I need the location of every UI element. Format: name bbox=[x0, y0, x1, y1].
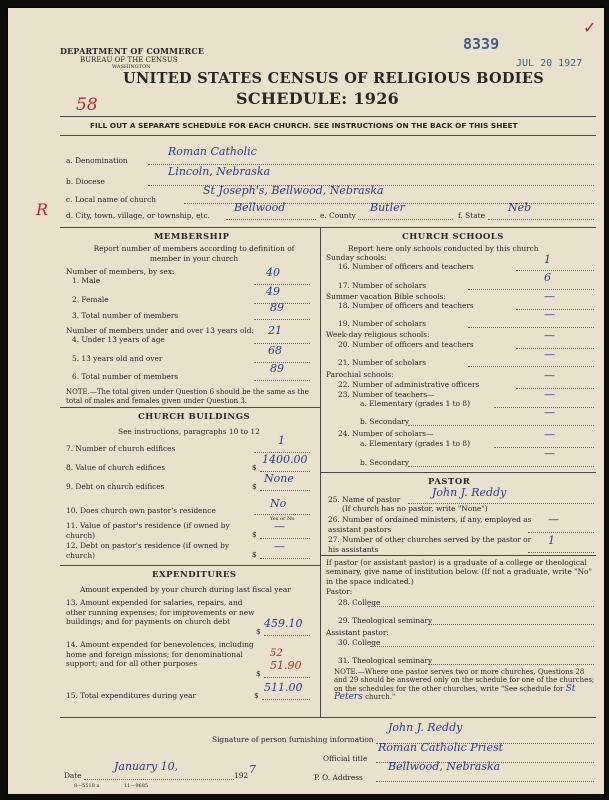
q7-label: 7. Number of church edifices bbox=[66, 444, 176, 453]
q7-value: 1 bbox=[278, 434, 285, 447]
schools-intro: Report here only schools conducted by this church bbox=[348, 244, 539, 253]
official-title-value: Roman Catholic Priest bbox=[378, 741, 504, 754]
state-value: Neb bbox=[508, 201, 532, 214]
q14-value: 51.90 bbox=[270, 659, 302, 672]
q27-label: 27. Number of other churches served by the pastor or his assistants bbox=[328, 535, 532, 554]
q12-value: — bbox=[274, 540, 285, 553]
q17-value: 6 bbox=[544, 271, 551, 284]
membership-heading: MEMBERSHIP bbox=[154, 232, 230, 242]
denomination-value: Roman Catholic bbox=[168, 145, 257, 158]
weekday-label: Week-day religious schools: bbox=[326, 330, 430, 339]
schools-heading: CHURCH SCHOOLS bbox=[402, 232, 504, 242]
q24b-value: — bbox=[544, 447, 555, 460]
q26-label: 26. Number of ordained ministers, if any, employed as assistant pastors bbox=[328, 515, 532, 534]
q1-value: 40 bbox=[266, 266, 280, 279]
q9-label: 9. Debt on church edifices bbox=[66, 482, 165, 491]
q25-sub: (If church has no pastor, write "None") bbox=[342, 504, 488, 513]
date-label: Date bbox=[64, 771, 82, 780]
city-value: Bellwood bbox=[234, 201, 286, 214]
q12-label: 12. Debt on pastor's residence (if owned by church) bbox=[66, 541, 230, 560]
parochial-label: Parochial schools: bbox=[326, 370, 394, 379]
county-label: e. County bbox=[320, 211, 356, 220]
q14-red-correction: 52 bbox=[270, 648, 283, 659]
year-prefix: 192 bbox=[234, 771, 249, 780]
yes-no-hint: Yes or No bbox=[270, 516, 295, 522]
diocese-label: b. Diocese bbox=[66, 177, 105, 186]
q9-value: None bbox=[264, 472, 294, 485]
sunday-label: Sunday schools: bbox=[326, 253, 387, 262]
q16-label: 16. Number of officers and teachers bbox=[338, 262, 474, 271]
q22-value: — bbox=[544, 369, 555, 382]
bureau-label: BUREAU OF THE CENSUS bbox=[80, 56, 178, 64]
stamp-date: JUL 20 1927 bbox=[516, 58, 583, 69]
q24-label: 24. Number of scholars— bbox=[338, 429, 434, 438]
pastor-note: NOTE.—Where one pastor serves two or more churches, Questions 28 and 29 should be answered only on the schedule for one of the churches; on the schedules for the other churches, write "See schedule for St Peters church." bbox=[334, 668, 595, 703]
q23-label: 23. Number of teachers— bbox=[338, 390, 435, 399]
q24b-label: b. Secondary bbox=[360, 458, 410, 467]
year-value: 7 bbox=[249, 763, 256, 776]
q11-label: 11. Value of pastor's residence (if owned by church) bbox=[66, 521, 230, 540]
q24a-label: a. Elementary (grades 1 to 8) bbox=[360, 439, 471, 448]
q6-value: 89 bbox=[270, 362, 284, 375]
q31-label: 31. Theological seminary bbox=[338, 656, 433, 665]
q29-label: 29. Theological seminary bbox=[338, 616, 433, 625]
denomination-label: a. Denomination bbox=[66, 156, 128, 165]
official-title-label: Official title bbox=[323, 754, 368, 763]
q10-value: No bbox=[270, 497, 287, 510]
buildings-sub: See instructions, paragraphs 10 to 12 bbox=[118, 427, 260, 436]
assistant-label: Assistant pastor: bbox=[326, 628, 389, 637]
q5-value: 68 bbox=[268, 344, 282, 357]
state-label: f. State bbox=[458, 211, 485, 220]
q26-value: — bbox=[548, 513, 559, 526]
pastor-heading: PASTOR bbox=[428, 477, 471, 487]
local-name-label: c. Local name of church bbox=[66, 195, 156, 204]
q17-label: 17. Number of scholars bbox=[338, 281, 427, 290]
q3-value: 89 bbox=[270, 301, 284, 314]
q10-label: 10. Does church own pastor's residence bbox=[66, 506, 216, 515]
address-value: Bellwood, Nebraska bbox=[388, 760, 501, 773]
q8-label: 8. Value of church edifices bbox=[66, 463, 165, 472]
q23b-value: — bbox=[544, 406, 555, 419]
q3-label: 3. Total number of members bbox=[72, 311, 179, 320]
q23b-label: b. Secondary bbox=[360, 417, 410, 426]
q8-value: 1400.00 bbox=[262, 453, 308, 466]
red-mark-r: R bbox=[36, 200, 49, 219]
q21-label: 21. Number of scholars bbox=[338, 358, 427, 367]
date-value: January 10, bbox=[114, 760, 179, 773]
stamp-number: 8339 bbox=[463, 35, 500, 53]
q1-label: 1. Male bbox=[72, 276, 101, 285]
q30-label: 30. College bbox=[338, 638, 381, 647]
membership-note: NOTE.—The total given under Question 6 should be the same as the total of males and females given under Question 3. bbox=[66, 388, 309, 405]
q13-label: 13. Amount expended for salaries, repairs, and other running expenses; for improvements or new buildings; and for payments on church debt bbox=[66, 598, 255, 627]
signature-value: John J. Reddy bbox=[388, 721, 463, 734]
pastor-sub-label: Pastor: bbox=[326, 587, 353, 596]
expenditures-heading: EXPENDITURES bbox=[152, 570, 237, 580]
q23a-label: a. Elementary (grades 1 to 8) bbox=[360, 399, 471, 408]
q4-label: 4. Under 13 years of age bbox=[72, 335, 165, 344]
q15-value: 511.00 bbox=[264, 681, 303, 694]
check-mark-icon: ✓ bbox=[583, 18, 597, 37]
form-title: UNITED STATES CENSUS OF RELIGIOUS BODIES bbox=[123, 70, 544, 87]
form-code-2: 11—9685 bbox=[124, 783, 149, 789]
q18-value: — bbox=[544, 290, 555, 303]
q24a-value: — bbox=[544, 428, 555, 441]
q22-label: 22. Number of administrative officers bbox=[338, 380, 480, 389]
by-sex-label: Number of members, by sex: bbox=[66, 267, 175, 276]
q25-label: 25. Name of pastor bbox=[328, 495, 401, 504]
note-value: St Peters bbox=[334, 683, 576, 703]
q11-value: — bbox=[274, 520, 285, 533]
city-label: WASHINGTON bbox=[112, 64, 151, 70]
q25-value: John J. Reddy bbox=[432, 486, 507, 499]
census-schedule-page: DEPARTMENT OF COMMERCE BUREAU OF THE CENSUS WASHINGTON 8339 JUL 20 1927 ✓ UNITED STATES CENSUS OF RELIGIOUS BODIES SCHEDULE: 1926 58 FILL OUT A SEPARATE SCHEDULE FOR EACH CHURCH. SEE INSTRUCTIONS ON THE BACK OF THIS SHEET a. Denomination Roman Catholic b. Diocese Lincoln, Nebraska c. Local name of church St Joseph's, Bellwood, Nebraska R d. City, town, village, or township, etc. Bellwood e. County Butler f. State Neb MEMBERSHIP Report number of members according to definition of member in your church Number of members, by sex: 1. Male 40 2. Female 49 3. Total number of members 89 Number of members under and over 13 years old: 4. Under 13 years of age 21 5. 13 years old and over 68 6. Total number of members 89 NOTE.—The total given under Question 6 should be the same as the total of males and females given under Question 3. CHURCH BUILDINGS See instructions, paragraphs 10 to 12 7. Number of church edifices 1 8. Value of church edifices $ 1400.00 9. Debt on church edifices $ None 10. Does church own pastor's residence No Yes or No 11. Value of pastor's residence (if owned by church) $ — 12. Debt on pastor's residence (if owned by church) $ — EXPENDITURES Amount expended by your church during last fiscal year 13. Amount expended for salaries, repairs, and other running expenses; for improvements or new buildings; and for payments on church debt $ 459.10 14. Amount expended for benevolences, including home and foreign missions; for denominational support; and for all other purposes 52 $ 51.90 15. Total expenditures during year $ 511.00 CHURCH SCHOOLS Report here only schools conducted by this church Sunday schools: 16. Number of officers and teachers 1 17. Number of scholars 6 Summer vacation Bible schools: 18. Number of officers and teachers — 19. Number of scholars — Week-day religious schools: 20. Number of officers and teachers — 21. Number of scholars — Parochial schools: 22. Number of administrative officers — 23. Number of teachers— a. Elementary (grades 1 to 8) — b. Secondary — 24. Number of scholars— a. Elementary (grades 1 to 8) — b. Secondary — PASTOR 25. Name of pastor John J. Reddy (If church has no pastor, write "None") 26. Number of ordained ministers, if any, employed as assistant pastors — 27. Number of other churches served by the pastor or his assistants 1 If pastor (or assistant pastor) is a graduate of a college or theological seminary, give name of institution below. (If not a graduate, write "No" in the space indicated.) Pastor: 28. College 29. Theological seminary Assistant pastor: 30. College 31. Theological seminary NOTE.—Where one pastor serves two or more churches, Questions 28 and 29 should be answered only on the schedule for one of the churches; on the schedules for the other churches, write "See schedule for St Peters church." Signature of person furnishing information John J. Reddy Official title Roman Catholic Priest Date January 10, 192 7 P. O. Address Bellwood, Nebraska 8—5518 a 11—9685 bbox=[8, 8, 604, 794]
county-value: Butler bbox=[370, 201, 405, 214]
q5-label: 5. 13 years old and over bbox=[72, 354, 163, 363]
q23a-value: — bbox=[544, 388, 555, 401]
q2-value: 49 bbox=[266, 285, 280, 298]
q4-value: 21 bbox=[268, 324, 282, 337]
q27-value: 1 bbox=[548, 534, 555, 547]
department-label: DEPARTMENT OF COMMERCE bbox=[60, 46, 205, 56]
q20-value: — bbox=[544, 329, 555, 342]
buildings-heading: CHURCH BUILDINGS bbox=[138, 412, 251, 422]
q19-value: — bbox=[544, 308, 555, 321]
q28-label: 28. College bbox=[338, 598, 381, 607]
q20-label: 20. Number of officers and teachers bbox=[338, 340, 474, 349]
by-age-label: Number of members under and over 13 years old: bbox=[66, 326, 254, 335]
q14-label: 14. Amount expended for benevolences, including home and foreign missions; for denominational support; and for all other purposes bbox=[66, 640, 254, 669]
q2-label: 2. Female bbox=[72, 295, 109, 304]
address-label: P. O. Address bbox=[314, 773, 363, 782]
q19-label: 19. Number of scholars bbox=[338, 319, 427, 328]
q15-label: 15. Total expenditures during year bbox=[66, 691, 196, 700]
q18-label: 18. Number of officers and teachers bbox=[338, 301, 474, 310]
q21-value: — bbox=[544, 348, 555, 361]
form-code: 8—5518 a bbox=[74, 783, 100, 789]
schedule-title: SCHEDULE: 1926 bbox=[236, 89, 400, 108]
signature-label: Signature of person furnishing information bbox=[212, 735, 374, 744]
local-name-value: St Joseph's, Bellwood, Nebraska bbox=[203, 184, 384, 197]
membership-intro: Report number of members according to definition of member in your church bbox=[93, 244, 295, 263]
expenditures-sub: Amount expended by your church during last fiscal year bbox=[80, 585, 291, 594]
red-number: 58 bbox=[76, 95, 98, 115]
summer-label: Summer vacation Bible schools: bbox=[326, 292, 446, 301]
graduate-note: If pastor (or assistant pastor) is a graduate of a college or theological seminary, give name of institution below. (If not a graduate, write "No" in the space indicated.) bbox=[326, 558, 592, 586]
instruction-line: FILL OUT A SEPARATE SCHEDULE FOR EACH CHURCH. SEE INSTRUCTIONS ON THE BACK OF THIS SHEET bbox=[90, 121, 518, 130]
city-label-field: d. City, town, village, or township, etc. bbox=[66, 211, 211, 220]
q6-label: 6. Total number of members bbox=[72, 372, 179, 381]
diocese-value: Lincoln, Nebraska bbox=[168, 165, 271, 178]
q16-value: 1 bbox=[544, 253, 551, 266]
q13-value: 459.10 bbox=[264, 617, 303, 630]
